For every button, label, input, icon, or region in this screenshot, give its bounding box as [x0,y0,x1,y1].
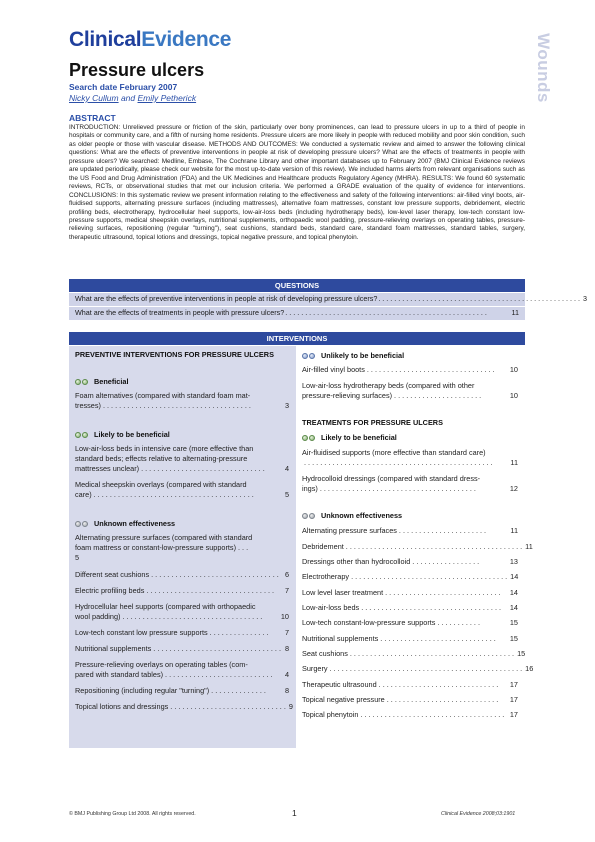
intervention-link-electric-profiling-beds[interactable]: Electric profiling beds . . . . . . . . . . . . . . . . . . . . . . . . . . . . . . . . 7 [75,586,289,595]
unknown-effectiveness-icon [302,513,316,519]
treatment-link-nutritional-supplements[interactable]: Nutritional supplements . . . . . . . . . . . . . . . . . . . . . . . . . . . . . 15 [302,634,518,643]
likely-beneficial-icon [75,432,89,438]
treatment-link-topical-phenytoin[interactable]: Topical phenytoin . . . . . . . . . . . . . . . . . . . . . . . . . . . . . . . . . . . . 17 [302,710,518,719]
treatment-link-low-tech-constant[interactable]: Low-tech constant-low-pressure supports . . . . . . . . . . . 15 [302,618,518,627]
abstract-heading: ABSTRACT [69,113,116,123]
section-tab-wounds: Wounds [534,33,553,103]
author-link-petherick[interactable]: Emily Petherick [137,93,197,103]
intervention-link-alternating-pressure[interactable]: Alternating pressure surfaces (compared with standard foam mattress or constant-low-pressure supports) . . . 5 [75,533,253,562]
treatment-link-surgery[interactable]: Surgery . . . . . . . . . . . . . . . . . . . . . . . . . . . . . . . . . . . . . . . . . . . . . . . . 16 [302,664,534,673]
treatment-link-dressings-other[interactable]: Dressings other than hydrocolloid . . . . . . . . . . . . . . . . . 13 [302,557,518,566]
section-heading-treatments: TREATMENTS FOR PRESSURE ULCERS [302,418,443,427]
questions-heading: QUESTIONS [69,279,525,292]
footer-citation: Clinical Evidence 2008;03:1901 [441,811,516,817]
category-likely-beneficial-treatments: Likely to be beneficial [302,433,397,442]
clinical-evidence-logo: ClinicalEvidence [69,28,232,51]
category-beneficial: Beneficial [75,377,128,386]
section-heading-preventive: PREVENTIVE INTERVENTIONS FOR PRESSURE ULCERS [75,350,274,359]
treatment-link-electrotherapy[interactable]: Electrotherapy . . . . . . . . . . . . . . . . . . . . . . . . . . . . . . . . . . . . . . . 14 [302,572,519,581]
treatment-link-low-air-loss-beds[interactable]: Low-air-loss beds . . . . . . . . . . . . . . . . . . . . . . . . . . . . . . . . . . . 14 [302,603,518,612]
interventions-heading: INTERVENTIONS [69,332,525,345]
authors: Nicky Cullum and Emily Petherick [69,93,197,103]
intervention-link-seat-cushions[interactable]: Different seat cushions . . . . . . . . . . . . . . . . . . . . . . . . . . . . . . . . 6 [75,570,289,579]
intervention-link-hydrocellular-heel[interactable]: Hydrocellular heel supports (compared with orthopaedic wool padding) . . . . . . . . . . . . . . . . . . . . . . . . . . . . . . . . . . . 10 [75,602,289,621]
interventions-table [69,346,534,748]
intervention-link-air-filled-vinyl-boots[interactable]: Air-filled vinyl boots . . . . . . . . . . . . . . . . . . . . . . . . . . . . . . . . 10 [302,365,518,374]
abstract-text: INTRODUCTION: Unrelieved pressure or friction of the skin, particularly over bony prominences, can lead to pressure ulcers in up to a third of people in hospitals or community care, and a fifth of nursing home residents. Pressure ulcers are more likely in people with reduced mobility and poor skin condition, such as older people or those with vascular disease. METHODS AND OUTCOMES: We conducted a systematic review and aimed to answer the following clinical questions: What are the effects of preventive interventions in people at risk of developing pressure ulcers? What are the effects of treatments in people with pressure ulcers? We searched: Medline, Embase, The Cochrane Library and other important databases up to February 2007 (BMJ Clinical Evidence reviews are updated periodically, please check our website for the most up-to-date version of this review). We included harms alerts from relevant organisations such as the US Food and Drug Administration (FDA) and the UK Medicines and Healthcare products Regulatory Agency (MHRA). RESULTS: We found 60 systematic reviews, RCTs, or observational studies that met our inclusion criteria. We performed a GRADE evaluation of the quality of evidence for interventions. CONCLUSIONS: In this systematic review we present information relating to the effectiveness and safety of the following interventions: air-filled vinyl boots, air-fluidised supports, alternating pressure surfaces (including mattresses), alternative foam mattresses, constant low pressure supports, debridement, electric profiling beds, electrotherapy, hydrocellular heel supports, low-air-loss beds (including hydrotherapy beds), low-level laser therapy, low-tech constant low-pressure supports, medical sheepskin overlays, nutritional supplements, orthopaedic wool padding, pressure-relieving overlays on operating tables, pressure-relieving surfaces, repositioning (regular "turning"), seat cushions, standard beds, standard care, standard foam mattresses, standard tables, surgery, therapeutic ultrasound, topical lotions and dressings, topical negative pressure, and topical phenytoin. [69,124,525,241]
interventions-left-column [69,346,296,748]
intervention-link-operating-table-overlays[interactable]: Pressure-relieving overlays on operating tables (com- pared with standard tables) . . . . . . . . . . . . . . . . . . . . . . . . . . . 4 [75,660,289,679]
category-unlikely-beneficial: Unlikely to be beneficial [302,351,404,360]
footer-copyright: © BMJ Publishing Group Ltd 2008. All rights reserved. [69,811,196,817]
intervention-link-nutritional-supplements[interactable]: Nutritional supplements . . . . . . . . . . . . . . . . . . . . . . . . . . . . . . . . 8 [75,644,289,653]
treatment-link-alternating-pressure[interactable]: Alternating pressure surfaces . . . . . . . . . . . . . . . . . . . . . . 11 [302,526,518,535]
intervention-link-low-air-loss-hydrotherapy[interactable]: Low-air-loss hydrotherapy beds (compared with other pressure-relieving surfaces) . . . . . . . . . . . . . . . . . . . . . . 10 [302,381,518,400]
likely-beneficial-icon [302,435,316,441]
category-unknown-effectiveness: Unknown effectiveness [75,519,175,528]
intervention-link-low-tech-constant[interactable]: Low-tech constant low pressure supports . . . . . . . . . . . . . . . 7 [75,628,289,637]
interventions-right-column [298,346,534,748]
treatment-link-seat-cushions[interactable]: Seat cushions . . . . . . . . . . . . . . . . . . . . . . . . . . . . . . . . . . . . . . . . . 15 [302,649,526,658]
category-likely-beneficial: Likely to be beneficial [75,430,170,439]
intervention-link-repositioning[interactable]: Repositioning (including regular "turning") . . . . . . . . . . . . . . 8 [75,686,289,695]
search-date: Search date February 2007 [69,82,178,92]
author-link-cullum[interactable]: Nicky Cullum [69,93,119,103]
intervention-link-low-air-loss-beds-icu[interactable]: Low-air-loss beds in intensive care (more effective than standard beds; effects relative to alternating-pressure mattresses unclear) . . . . . . . . . . . . . . . . . . . . . . . . . . . . . . . 4 [75,444,289,473]
unknown-effectiveness-icon [75,521,89,527]
beneficial-icon [75,379,89,385]
treatment-link-debridement[interactable]: Debridement . . . . . . . . . . . . . . . . . . . . . . . . . . . . . . . . . . . . . . . . . . . . 11 [302,542,533,551]
intervention-link-air-fluidised-supports[interactable]: Air-fluidised supports (more effective than standard care) . . . . . . . . . . . . . . . . . . . . . . . . . . . . . . . . . . . . . . . . . . . . . . . 11 [302,448,518,467]
question-link-treatment[interactable]: What are the effects of treatments in people with pressure ulcers? . . . . . . . . . . . . . . . . . . . . . . . . . . . . . . . . . . . . . . . . . . . . . . . . . . . 11 [69,307,525,320]
intervention-link-medical-sheepskin[interactable]: Medical sheepskin overlays (compared with standard care) . . . . . . . . . . . . . . . . . . . . . . . . . . . . . . . . . . . . . . . . 5 [75,480,289,499]
footer-page-number: 1 [292,808,297,818]
treatment-link-low-level-laser[interactable]: Low level laser treatment . . . . . . . . . . . . . . . . . . . . . . . . . . . . . 14 [302,588,518,597]
unlikely-beneficial-icon [302,353,316,359]
intervention-link-topical-lotions[interactable]: Topical lotions and dressings . . . . . . . . . . . . . . . . . . . . . . . . . . . . . 9 [75,702,293,711]
treatment-link-topical-negative-pressure[interactable]: Topical negative pressure . . . . . . . . . . . . . . . . . . . . . . . . . . . . 17 [302,695,518,704]
intervention-link-foam-alternatives[interactable]: Foam alternatives (compared with standard foam mat- tresses) . . . . . . . . . . . . . . . . . . . . . . . . . . . . . . . . . . . . . 3 [75,391,289,410]
intervention-link-hydrocolloid-dressings[interactable]: Hydrocolloid dressings (compared with standard dress- ings) . . . . . . . . . . . . . . . . . . . . . . . . . . . . . . . . . . . . . . . 12 [302,474,518,493]
treatment-link-therapeutic-ultrasound[interactable]: Therapeutic ultrasound . . . . . . . . . . . . . . . . . . . . . . . . . . . . . . 17 [302,680,518,689]
question-link-prevention[interactable]: What are the effects of preventive interventions in people at risk of developing pressure ulcers? . . . . . . . . . . . . . . . . . . . . . . . . . . . . . . . . . . . . . . . . . . . . . . . . . . . 3 [69,293,525,306]
page-title: Pressure ulcers [69,60,205,80]
category-unknown-effectiveness-treatments: Unknown effectiveness [302,511,402,520]
